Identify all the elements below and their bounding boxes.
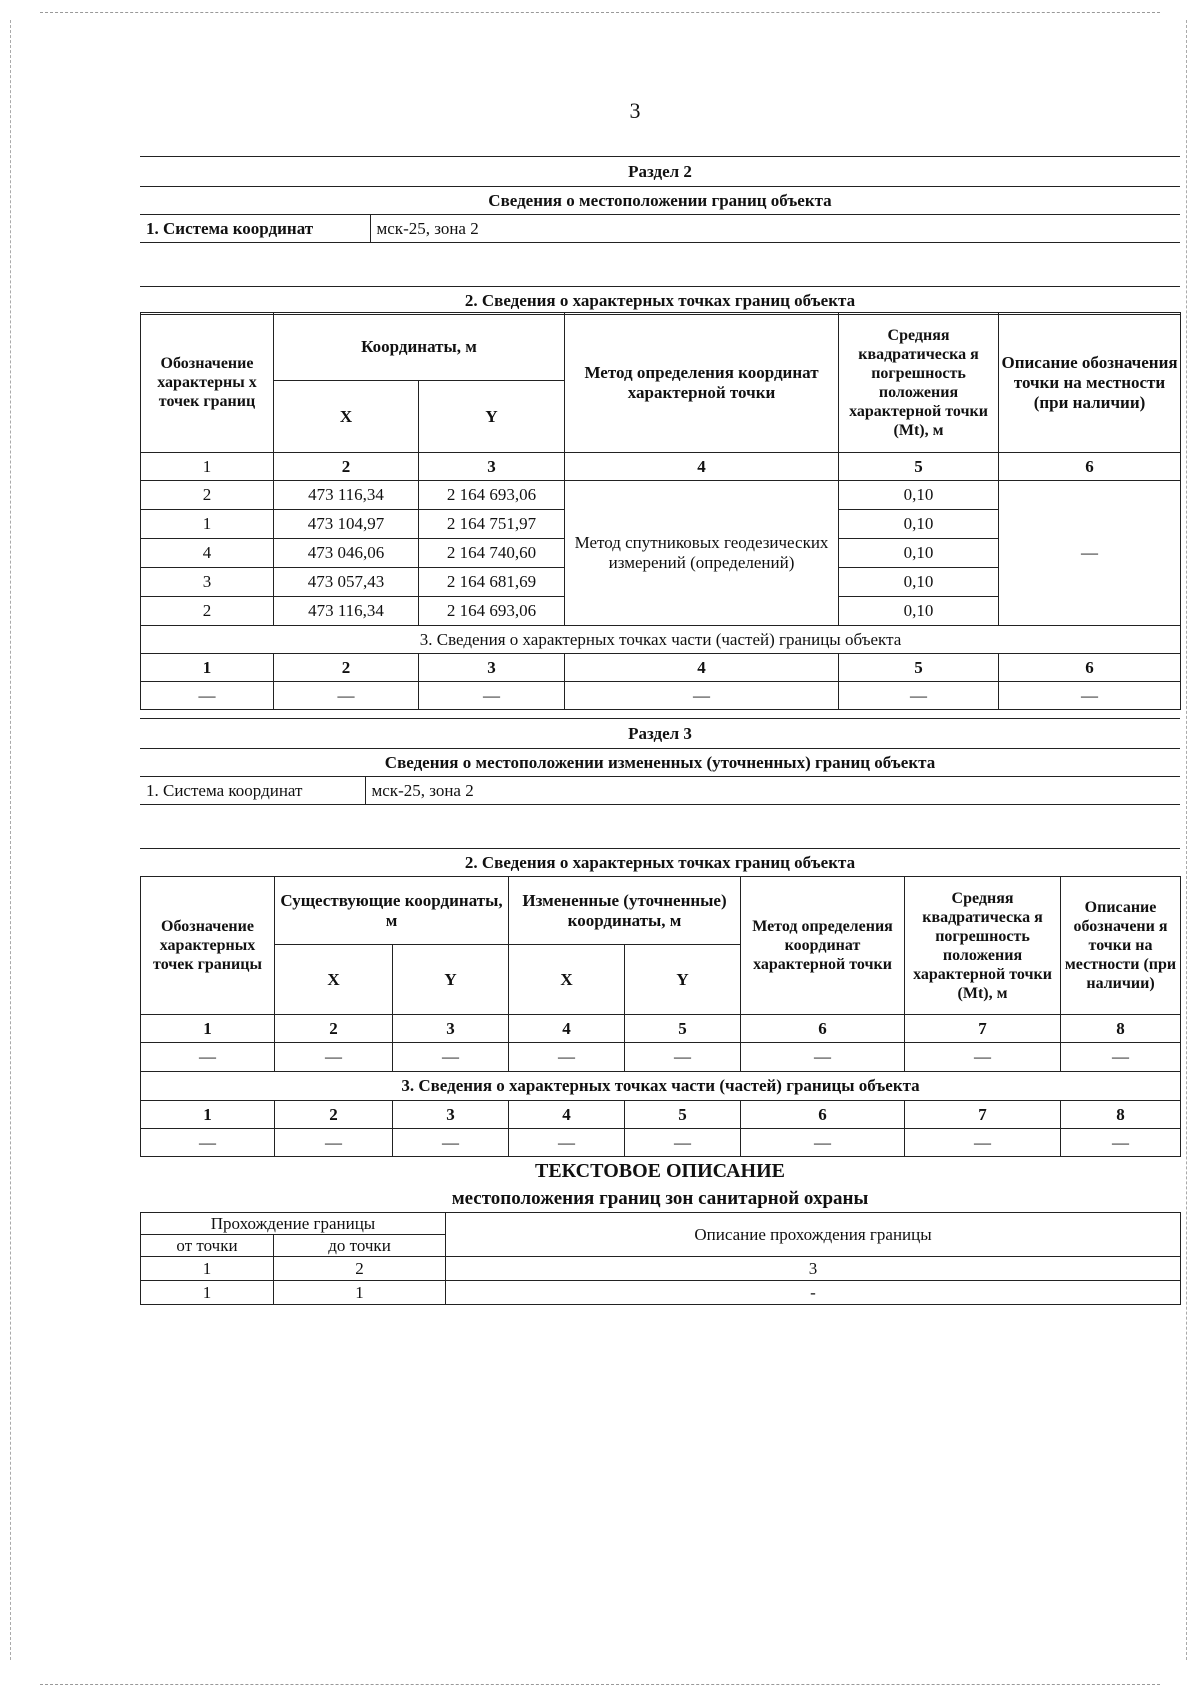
header-error: Средняя квадратическа я погрешность положения характерной точки (Mt), м bbox=[905, 877, 1061, 1015]
point-y: 2 164 693,06 bbox=[419, 481, 565, 510]
empty-cell: — bbox=[741, 1043, 905, 1072]
empty-cell: — bbox=[625, 1043, 741, 1072]
empty-cell: — bbox=[1061, 1129, 1181, 1157]
empty-cell: — bbox=[509, 1043, 625, 1072]
empty-cell: — bbox=[999, 682, 1181, 710]
text-description-table bbox=[140, 1212, 1181, 1305]
col-number: 2 bbox=[274, 654, 419, 682]
to-point: 1 bbox=[274, 1281, 446, 1305]
col-number: 8 bbox=[1061, 1015, 1181, 1043]
header-y: Y bbox=[393, 945, 509, 1015]
empty-cell: — bbox=[625, 1129, 741, 1157]
col-number: 1 bbox=[141, 1101, 275, 1129]
header-existing: Существующие координаты, м bbox=[275, 877, 509, 945]
text-description-title: ТЕКСТОВОЕ ОПИСАНИЕ bbox=[534, 1160, 785, 1182]
header-designation: Обозначение характерных точек границы bbox=[141, 877, 275, 1015]
header-designation: Обозначение характерны х точек границ bbox=[141, 313, 274, 453]
point-error: 0,10 bbox=[839, 539, 999, 568]
header-y: Y bbox=[419, 381, 565, 453]
col-number: 5 bbox=[839, 453, 999, 481]
point-y: 2 164 681,69 bbox=[419, 568, 565, 597]
empty-cell: — bbox=[274, 682, 419, 710]
table-row bbox=[141, 481, 1181, 510]
header-y: Y bbox=[625, 945, 741, 1015]
col-number: 2 bbox=[275, 1101, 393, 1129]
header-passage-description: Описание прохождения границы bbox=[446, 1213, 1181, 1257]
header-from-point: от точки bbox=[141, 1235, 274, 1257]
col-number: 7 bbox=[905, 1101, 1061, 1129]
col-number: 6 bbox=[741, 1015, 905, 1043]
text-description-subtitle: местоположения границ зон санитарной охраны bbox=[451, 1188, 869, 1209]
col-number: 2 bbox=[275, 1015, 393, 1043]
empty-cell: — bbox=[393, 1043, 509, 1072]
point-x: 473 046,06 bbox=[274, 539, 419, 568]
coord-system-label: 1. Система координат bbox=[140, 777, 365, 805]
header-method: Метод определения координат характерной точки bbox=[741, 877, 905, 1015]
table-row bbox=[141, 1129, 1181, 1157]
coord-system-label: 1. Система координат bbox=[140, 215, 370, 243]
col-number: 7 bbox=[905, 1015, 1061, 1043]
point-error: 0,10 bbox=[839, 510, 999, 539]
col-number: 3 bbox=[393, 1101, 509, 1129]
header-to-point: до точки bbox=[274, 1235, 446, 1257]
point-x: 473 116,34 bbox=[274, 481, 419, 510]
spacer-row bbox=[140, 243, 1180, 287]
header-changed: Измененные (уточненные) координаты, м bbox=[509, 877, 741, 945]
point-error: 0,10 bbox=[839, 481, 999, 510]
col-number: 2 bbox=[274, 1257, 446, 1281]
col-number: 8 bbox=[1061, 1101, 1181, 1129]
col-number: 3 bbox=[393, 1015, 509, 1043]
point-id: 3 bbox=[141, 568, 274, 597]
empty-cell: — bbox=[509, 1129, 625, 1157]
col-number: 5 bbox=[839, 654, 999, 682]
point-y: 2 164 693,06 bbox=[419, 597, 565, 626]
section3-points-table bbox=[140, 876, 1181, 1157]
spacer-row bbox=[140, 805, 1180, 849]
point-id: 1 bbox=[141, 510, 274, 539]
section3-parts-title: 3. Сведения о характерных точках части (частей) границы объекта bbox=[141, 1072, 1181, 1101]
col-number: 5 bbox=[625, 1101, 741, 1129]
col-number: 6 bbox=[741, 1101, 905, 1129]
table-row bbox=[141, 682, 1181, 710]
col-number: 3 bbox=[419, 654, 565, 682]
point-y: 2 164 751,97 bbox=[419, 510, 565, 539]
empty-cell: — bbox=[905, 1043, 1061, 1072]
scan-edge-left bbox=[10, 20, 11, 1660]
header-error: Средняя квадратическа я погрешность положения характерной точки (Mt), м bbox=[839, 313, 999, 453]
empty-cell: — bbox=[1061, 1043, 1181, 1072]
header-x: X bbox=[509, 945, 625, 1015]
table-row bbox=[141, 1043, 1181, 1072]
section3-points-title: 2. Сведения о характерных точках границ объекта bbox=[140, 849, 1180, 877]
header-method: Метод определения координат характерной точки bbox=[565, 313, 839, 453]
point-error: 0,10 bbox=[839, 568, 999, 597]
col-number: 1 bbox=[141, 654, 274, 682]
point-x: 473 057,43 bbox=[274, 568, 419, 597]
col-number: 2 bbox=[274, 453, 419, 481]
empty-cell: — bbox=[275, 1129, 393, 1157]
col-number: 1 bbox=[141, 453, 274, 481]
method-value: Метод спутниковых геодезических измерений (определений) bbox=[565, 481, 839, 626]
empty-cell: — bbox=[141, 1129, 275, 1157]
empty-cell: — bbox=[565, 682, 839, 710]
empty-cell: — bbox=[741, 1129, 905, 1157]
section2-title: Раздел 2 bbox=[140, 157, 1180, 187]
point-error: 0,10 bbox=[839, 597, 999, 626]
header-description: Описание обозначения точки на местности (при наличии) bbox=[999, 313, 1181, 453]
col-number: 4 bbox=[565, 654, 839, 682]
col-number: 3 bbox=[446, 1257, 1181, 1281]
scan-edge-bottom bbox=[40, 1684, 1160, 1685]
point-id: 2 bbox=[141, 481, 274, 510]
section2-subtitle: Сведения о местоположении границ объекта bbox=[140, 187, 1180, 215]
from-point: 1 bbox=[141, 1281, 274, 1305]
point-x: 473 104,97 bbox=[274, 510, 419, 539]
empty-cell: — bbox=[141, 682, 274, 710]
empty-cell: — bbox=[141, 1043, 275, 1072]
point-id: 2 bbox=[141, 597, 274, 626]
empty-cell: — bbox=[393, 1129, 509, 1157]
section2-points-table bbox=[140, 312, 1181, 710]
section3-header-table bbox=[140, 718, 1180, 877]
col-number: 5 bbox=[625, 1015, 741, 1043]
col-number: 4 bbox=[565, 453, 839, 481]
header-passage: Прохождение границы bbox=[141, 1213, 446, 1235]
col-number: 1 bbox=[141, 1257, 274, 1281]
point-id: 4 bbox=[141, 539, 274, 568]
description-value: — bbox=[999, 481, 1181, 626]
point-y: 2 164 740,60 bbox=[419, 539, 565, 568]
point-x: 473 116,34 bbox=[274, 597, 419, 626]
scan-edge-top bbox=[40, 12, 1160, 13]
coord-system-value: мск-25, зона 2 bbox=[365, 777, 1180, 805]
header-description: Описание обозначени я точки на местности (при наличии) bbox=[1061, 877, 1181, 1015]
section2-header-table bbox=[140, 156, 1180, 315]
col-number: 6 bbox=[999, 453, 1181, 481]
table-row bbox=[141, 1281, 1181, 1305]
section2-parts-title: 3. Сведения о характерных точках части (частей) границы объекта bbox=[141, 626, 1181, 654]
empty-cell: — bbox=[839, 682, 999, 710]
empty-cell: — bbox=[905, 1129, 1061, 1157]
section3-subtitle: Сведения о местоположении измененных (уточненных) границ объекта bbox=[140, 749, 1180, 777]
coord-system-value: мск-25, зона 2 bbox=[370, 215, 1180, 243]
section3-title: Раздел 3 bbox=[140, 719, 1180, 749]
header-x: X bbox=[275, 945, 393, 1015]
passage-description: - bbox=[446, 1281, 1181, 1305]
scan-edge-right bbox=[1186, 20, 1187, 1660]
col-number: 4 bbox=[509, 1015, 625, 1043]
header-coords: Координаты, м bbox=[274, 313, 565, 381]
header-x: X bbox=[274, 381, 419, 453]
col-number: 3 bbox=[419, 453, 565, 481]
empty-cell: — bbox=[419, 682, 565, 710]
page-number: 3 bbox=[629, 98, 641, 123]
section2-points-title: 2. Сведения о характерных точках границ объекта bbox=[140, 287, 1180, 315]
col-number: 1 bbox=[141, 1015, 275, 1043]
empty-cell: — bbox=[275, 1043, 393, 1072]
col-number: 6 bbox=[999, 654, 1181, 682]
col-number: 4 bbox=[509, 1101, 625, 1129]
